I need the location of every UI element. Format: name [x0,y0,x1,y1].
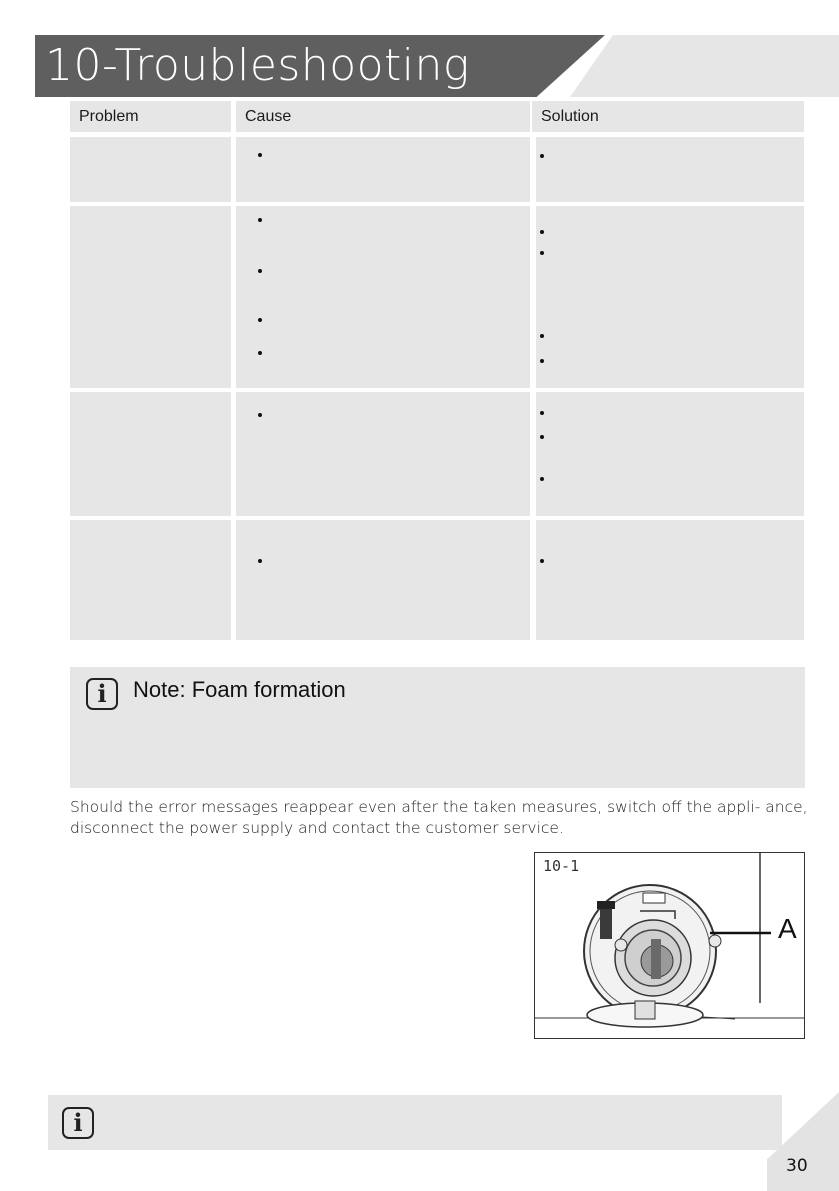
bullet [540,477,544,481]
bullet [258,153,262,157]
table-cell [70,520,231,640]
bullet [540,154,544,158]
info-icon: i [86,678,118,710]
info-icon: i [62,1107,94,1139]
page-title: 10-Troubleshooting [45,40,470,91]
bullet [540,411,544,415]
bullet [540,359,544,363]
column-header-solution: Solution [532,101,804,132]
callout-a: A [778,913,797,944]
table-cell [236,206,530,388]
bullet [258,559,262,563]
bullet [258,413,262,417]
figure-label: 10-1 [543,857,580,875]
table-cell [236,520,530,640]
table-cell [536,520,804,640]
table-cell [70,206,231,388]
table-cell [70,137,231,202]
column-header-cause: Cause [236,101,530,132]
table-cell [70,392,231,516]
bullet [540,559,544,563]
bullet [258,218,262,222]
column-header-problem: Problem [70,101,231,132]
footer-info-box [48,1095,782,1150]
bullet [540,251,544,255]
bullet [258,269,262,273]
bullet [540,435,544,439]
bullet [258,318,262,322]
bullet [258,351,262,355]
pump-filter-illustration [535,853,805,1039]
note-title: Note: Foam formation [133,677,346,702]
table-cell [536,392,804,516]
table-cell [536,206,804,388]
error-message-instruction: Should the error messages reappear even after the taken measures, switch off the appli- ance, disconnect the power supply and contact the customer service. [70,798,808,837]
table-cell [536,137,804,202]
figure-10-1 [534,852,805,1039]
header-tab [570,35,839,97]
table-cell [236,137,530,202]
table-cell [236,392,530,516]
bullet [540,334,544,338]
bullet [540,230,544,234]
page-number: 30 [786,1156,808,1176]
